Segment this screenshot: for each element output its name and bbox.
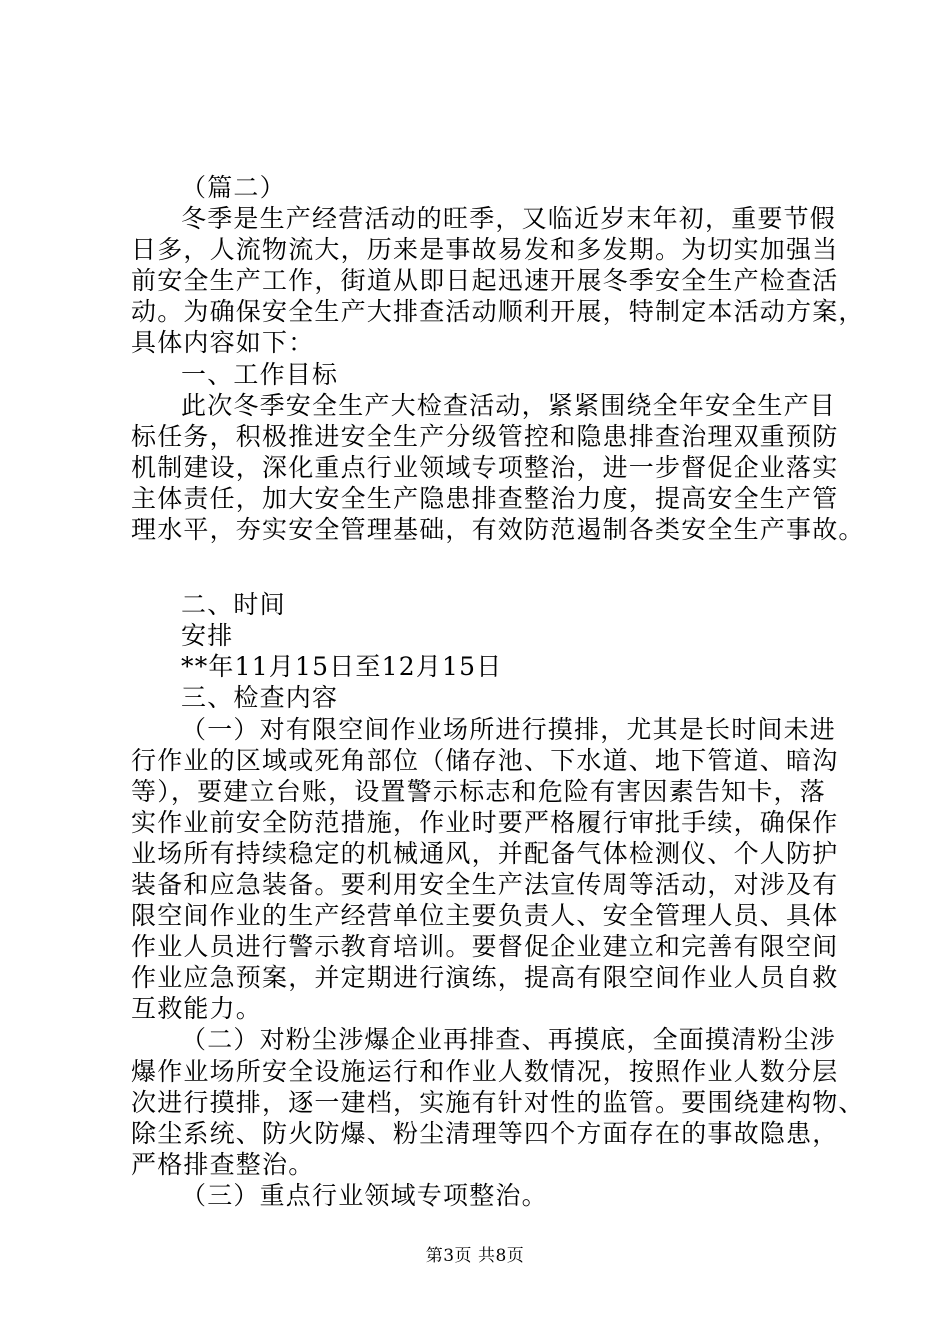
paragraph-line: 作业人员进行警示教育培训。要督促企业建立和完善有限空间 (131, 932, 839, 962)
paragraph-line: （一）对有限空间作业场所进行摸排，尤其是长时间未进 (181, 714, 837, 744)
blank-spacer (131, 545, 851, 589)
paragraph-line: 日多，人流物流大，历来是事故易发和多发期。为切实加强当 (131, 235, 839, 265)
page-footer (0, 1244, 950, 1268)
paragraph-line: （二）对粉尘涉爆企业再排查、再摸底，全面摸清粉尘涉 (181, 1025, 837, 1055)
paragraph-line: 除尘系统、防火防爆、粉尘清理等四个方面存在的事故隐患， (131, 1118, 839, 1148)
paragraph-line: 动。为确保安全生产大排查活动顺利开展，特制定本活动方案， (131, 297, 865, 327)
paragraph-line: 机制建设，深化重点行业领域专项整治，进一步督促企业落实 (131, 452, 839, 482)
paragraph-line: 业场所有持续稳定的机械通风，并配备气体检测仪、个人防护 (131, 838, 839, 868)
paragraph-line: 次进行摸排，逐一建档，实施有针对性的监管。要围绕建构物、 (131, 1087, 865, 1117)
paragraph-line: 爆作业场所安全设施运行和作业人数情况，按照作业人数分层 (131, 1056, 839, 1086)
paragraph-line: 此次冬季安全生产大检查活动，紧紧围绕全年安全生产目 (181, 390, 837, 420)
paragraph-line: 等），要建立台账，设置警示标志和危险有害因素告知卡，落 (131, 776, 826, 806)
document-body (131, 172, 865, 1211)
paragraph-line: 前安全生产工作，街道从即日起迅速开展冬季安全生产检查活 (131, 266, 839, 296)
paragraph-line: 装备和应急装备。要利用安全生产法宣传周等活动，对涉及有 (131, 869, 839, 899)
paragraph-line: 作业应急预案，并定期进行演练，提高有限空间作业人员自救 (131, 963, 839, 993)
paragraph-line: 互救能力。 (131, 994, 263, 1024)
heading-time: 二、时间 (181, 590, 286, 620)
paragraph-line: 冬季是生产经营活动的旺季，又临近岁末年初，重要节假 (181, 204, 837, 234)
paragraph-line: 行作业的区域或死角部位（储存池、下水道、地下管道、暗沟 (131, 745, 839, 775)
paragraph-line: （三）重点行业领域专项整治。 (181, 1180, 548, 1210)
paragraph-line: 标任务，积极推进安全生产分级管控和隐患排查治理双重预防 (131, 421, 839, 451)
paragraph-line: 主体责任，加大安全生产隐患排查整治力度，提高安全生产管 (131, 483, 839, 513)
page-number-label: 第3页 共8页 (425, 1246, 525, 1266)
heading-inspection-content: 三、检查内容 (181, 683, 339, 713)
text-date-range: **年11月15日至12月15日 (181, 652, 503, 682)
paragraph-line: 具体内容如下： (131, 328, 315, 358)
paragraph-line: 严格排查整治。 (131, 1149, 315, 1179)
paragraph-line: 实作业前安全防范措施，作业时要严格履行审批手续，确保作 (131, 807, 839, 837)
heading-work-goals: 一、工作目标 (181, 359, 339, 389)
paragraph-line: 理水平，夯实安全管理基础，有效防范遏制各类安全生产事故。 (131, 515, 865, 545)
text-arrangement: 安排 (181, 621, 234, 651)
section-heading-part-two: （篇二） (181, 173, 286, 202)
paragraph-line: 限空间作业的生产经营单位主要负责人、安全管理人员、具体 (131, 901, 839, 931)
